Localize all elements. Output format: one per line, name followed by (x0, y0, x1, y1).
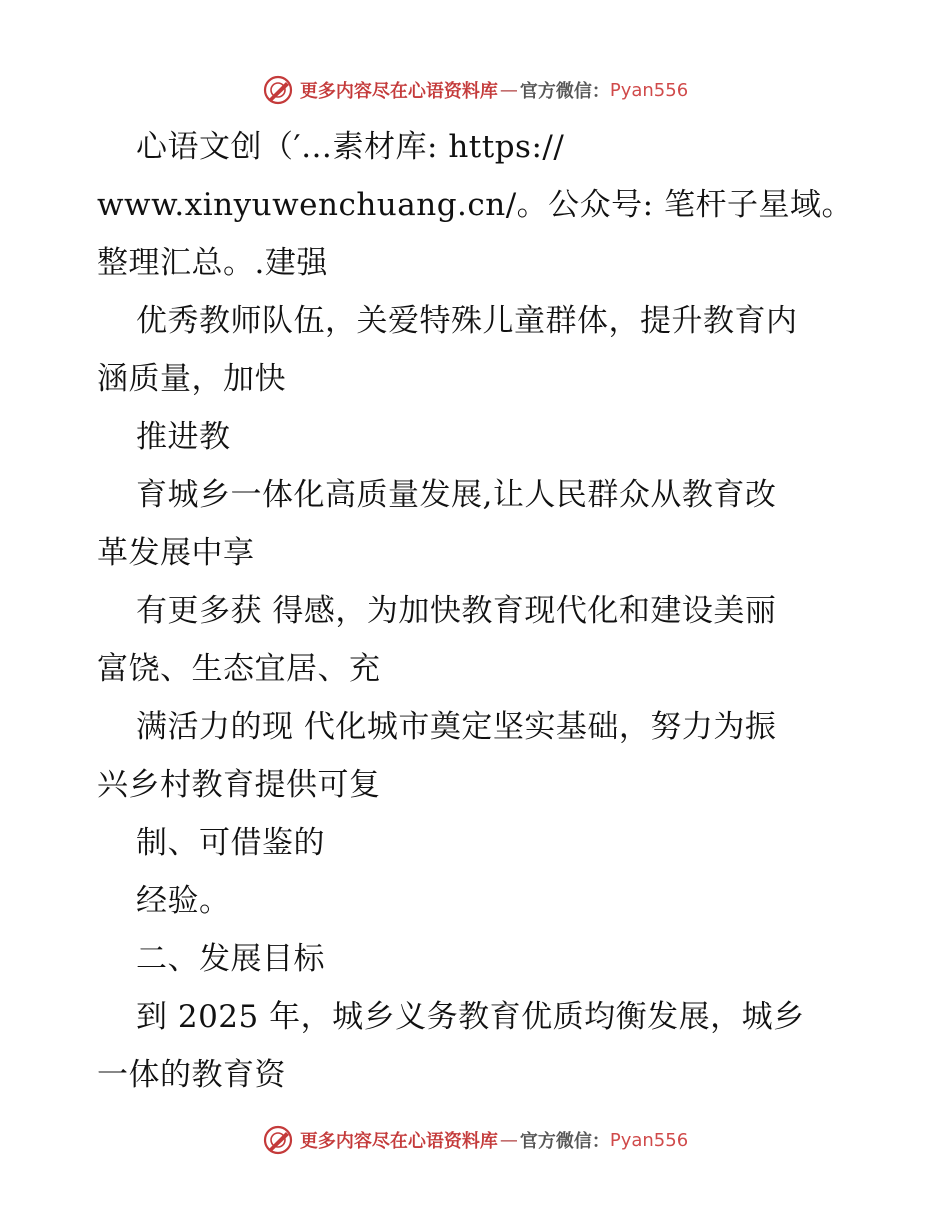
quill-logo-icon (262, 1124, 294, 1156)
footer-wechat-label: 官方微信： (519, 1131, 610, 1152)
text-line: 到 2025 年，城乡义务教育优质均衡发展，城乡 (136, 999, 805, 1035)
footer-banner (0, 1120, 950, 1160)
document-body (97, 118, 867, 1104)
text-line: 经验。 (136, 883, 231, 919)
header-wechat-label: 官方微信： (519, 81, 610, 102)
text-line: 整理汇总。.建强 (97, 245, 328, 281)
text-line: 富饶、生态宜居、充 (97, 651, 381, 687)
text-line: 优秀教师队伍，关爱特殊儿童群体，提升教育内 (136, 303, 798, 339)
text-line: 制、可借鉴的 (136, 825, 325, 861)
header-banner (0, 70, 950, 110)
text-line: 有更多获 得感，为加快教育现代化和建设美丽 (136, 593, 777, 629)
section-heading: 二、发展目标 (136, 941, 325, 977)
header-banner-text: 更多内容尽在心语资料库 (299, 81, 498, 102)
text-line: 一体的教育资 (97, 1057, 286, 1093)
quill-logo-icon (262, 74, 294, 106)
header-wechat-id: Pyan556 (609, 79, 689, 101)
footer-banner-text: 更多内容尽在心语资料库 (299, 1131, 498, 1152)
footer-wechat-id: Pyan556 (609, 1129, 689, 1151)
text-line: 满活力的现 代化城市奠定坚实基础，努力为振 (136, 709, 777, 745)
text-line: 革发展中享 (97, 535, 255, 571)
text-line: 推进教 (136, 419, 231, 455)
footer-banner-dash: — (499, 1129, 518, 1151)
text-line: 涵质量，加快 (97, 361, 286, 397)
header-banner-dash: — (499, 79, 518, 101)
text-line: 兴乡村教育提供可复 (97, 767, 381, 803)
text-line: 育城乡一体化高质量发展,让人民群众从教育改 (136, 477, 777, 513)
text-line: www.xinyuwenchuang.cn/。公众号: 笔杆子星域。 (97, 187, 853, 223)
text-line: 心语文创（′…素材库: https:// (136, 129, 565, 165)
